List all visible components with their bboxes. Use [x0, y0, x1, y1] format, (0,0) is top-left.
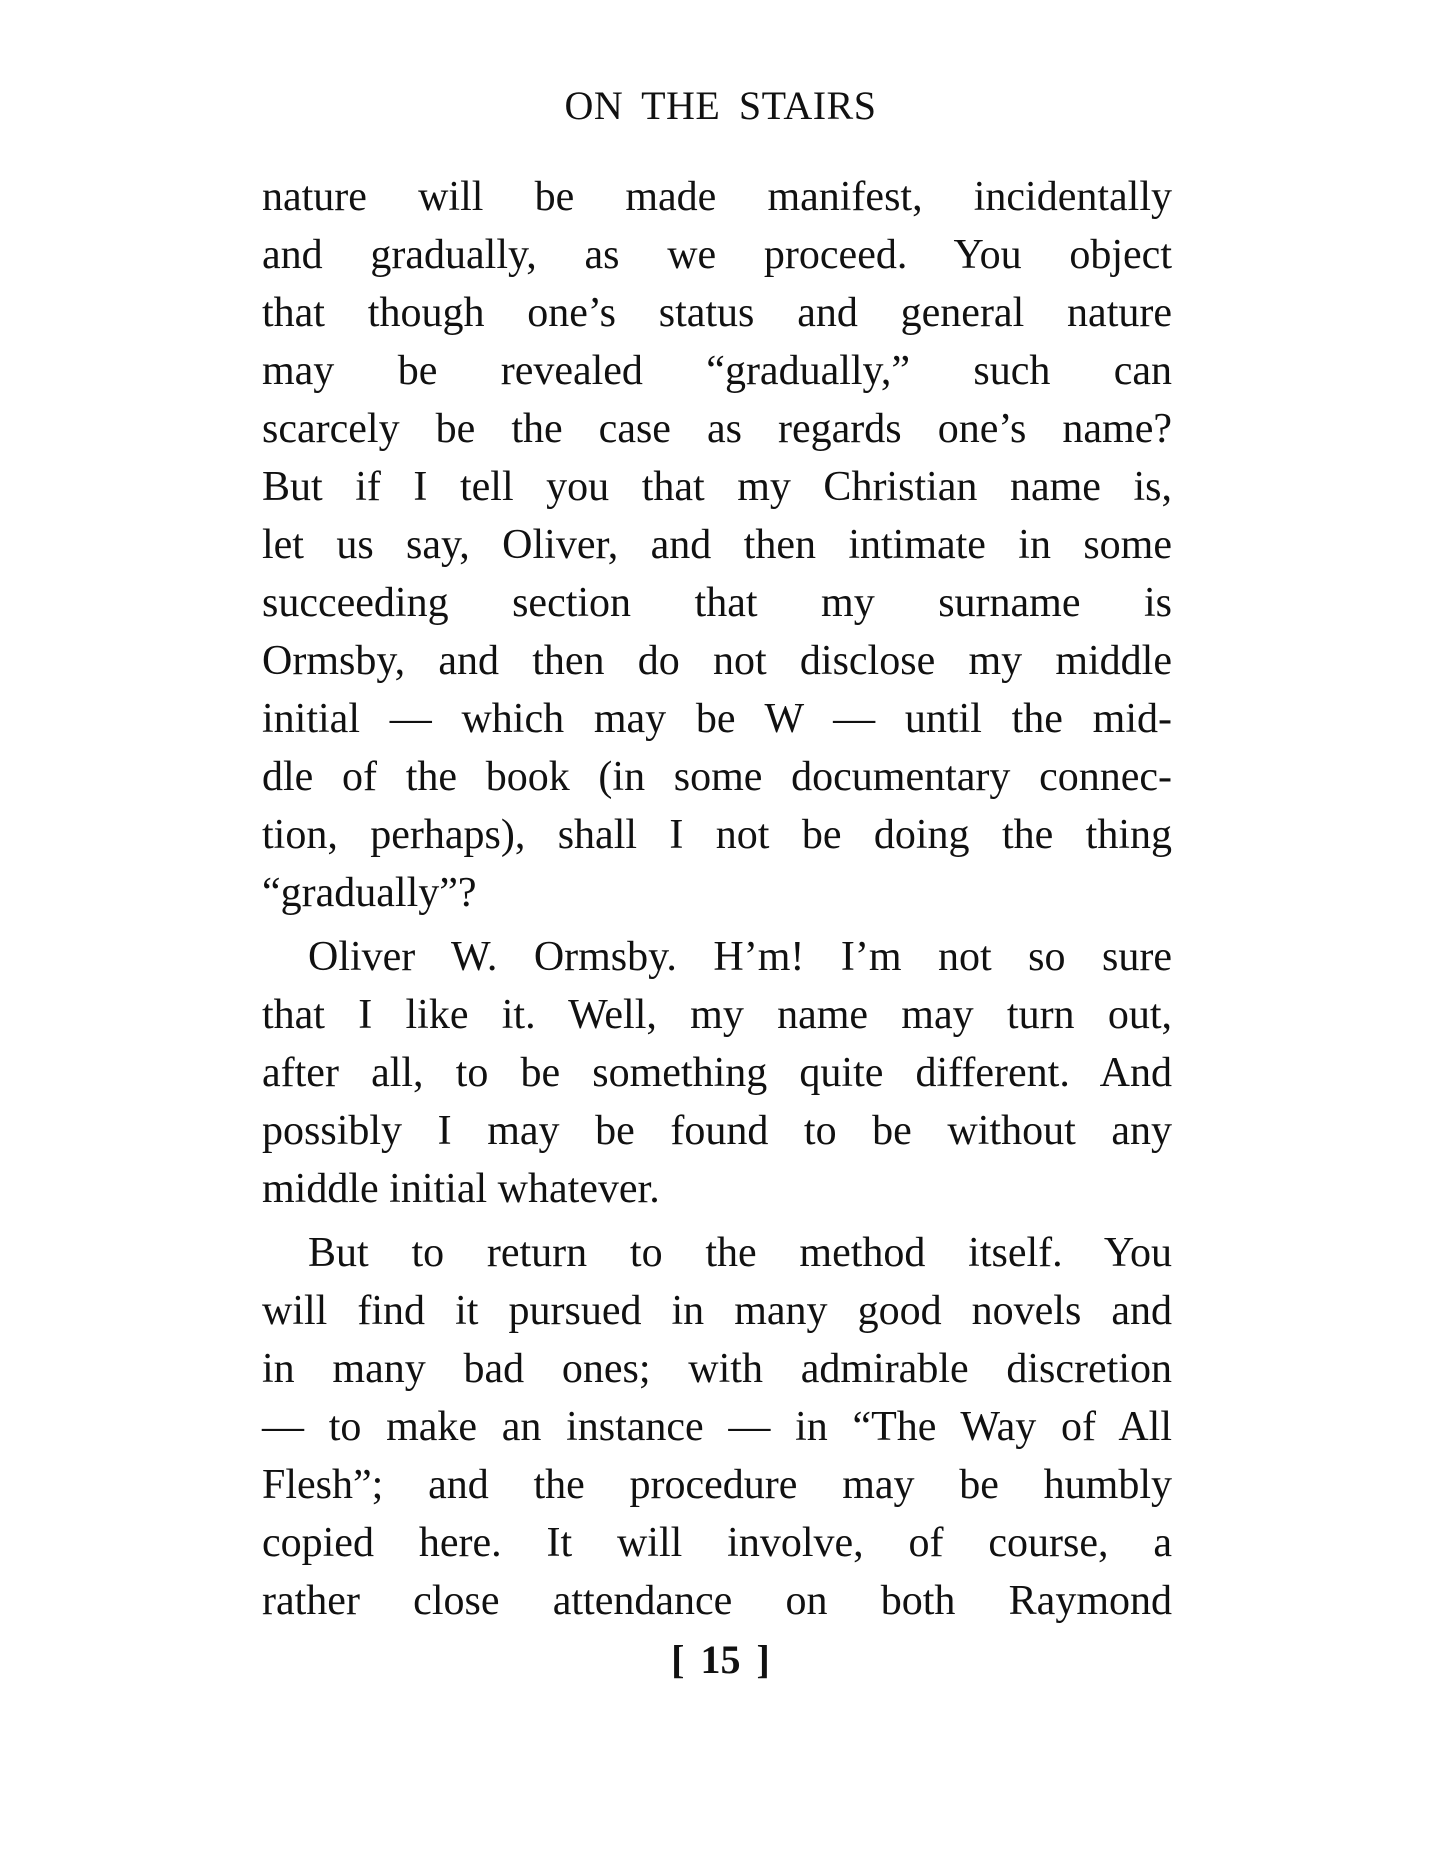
- text-line: rather close attendance on both Raymond: [262, 1578, 1172, 1624]
- text-line: Ormsby, and then do not disclose my middle: [262, 638, 1172, 684]
- text-line: But to return to the method itself. You: [308, 1230, 1172, 1276]
- page-number: [ 15 ]: [671, 1637, 770, 1682]
- text-line: Oliver W. Ormsby. H’m! I’m not so sure: [308, 934, 1172, 980]
- text-line: “gradually”?: [262, 870, 477, 916]
- paragraph-2: [262, 928, 1172, 1218]
- text-line: succeeding section that my surname is: [262, 580, 1172, 626]
- text-line: and gradually, as we proceed. You object: [262, 232, 1172, 278]
- running-head: ON THE STAIRS: [564, 83, 877, 128]
- text-line: tion, perhaps), shall I not be doing the thing: [262, 812, 1172, 858]
- paragraph-3: [262, 1224, 1172, 1630]
- text-line: let us say, Oliver, and then intimate in some: [262, 522, 1172, 568]
- body-text: [262, 168, 1172, 1630]
- text-line: that though one’s status and general nature: [262, 290, 1172, 336]
- text-line: middle initial whatever.: [262, 1166, 660, 1212]
- text-line: Flesh”; and the procedure may be humbly: [262, 1462, 1172, 1508]
- text-line: in many bad ones; with admirable discretion: [262, 1346, 1172, 1392]
- paragraph-1: [262, 168, 1172, 922]
- text-line: may be revealed “gradually,” such can: [262, 348, 1172, 394]
- text-line: possibly I may be found to be without any: [262, 1108, 1172, 1154]
- text-line: scarcely be the case as regards one’s name?: [262, 406, 1172, 452]
- text-line: that I like it. Well, my name may turn out,: [262, 992, 1172, 1038]
- text-line: dle of the book (in some documentary connec-: [262, 754, 1172, 800]
- text-line: copied here. It will involve, of course, a: [262, 1520, 1172, 1566]
- text-line: will find it pursued in many good novels and: [262, 1288, 1172, 1334]
- text-line: after all, to be something quite different. And: [262, 1050, 1172, 1096]
- text-line: — to make an instance — in “The Way of All: [262, 1404, 1172, 1450]
- text-line: nature will be made manifest, incidentally: [262, 174, 1172, 220]
- text-line: initial — which may be W — until the mid-: [262, 696, 1172, 742]
- text-line: But if I tell you that my Christian name is,: [262, 464, 1172, 510]
